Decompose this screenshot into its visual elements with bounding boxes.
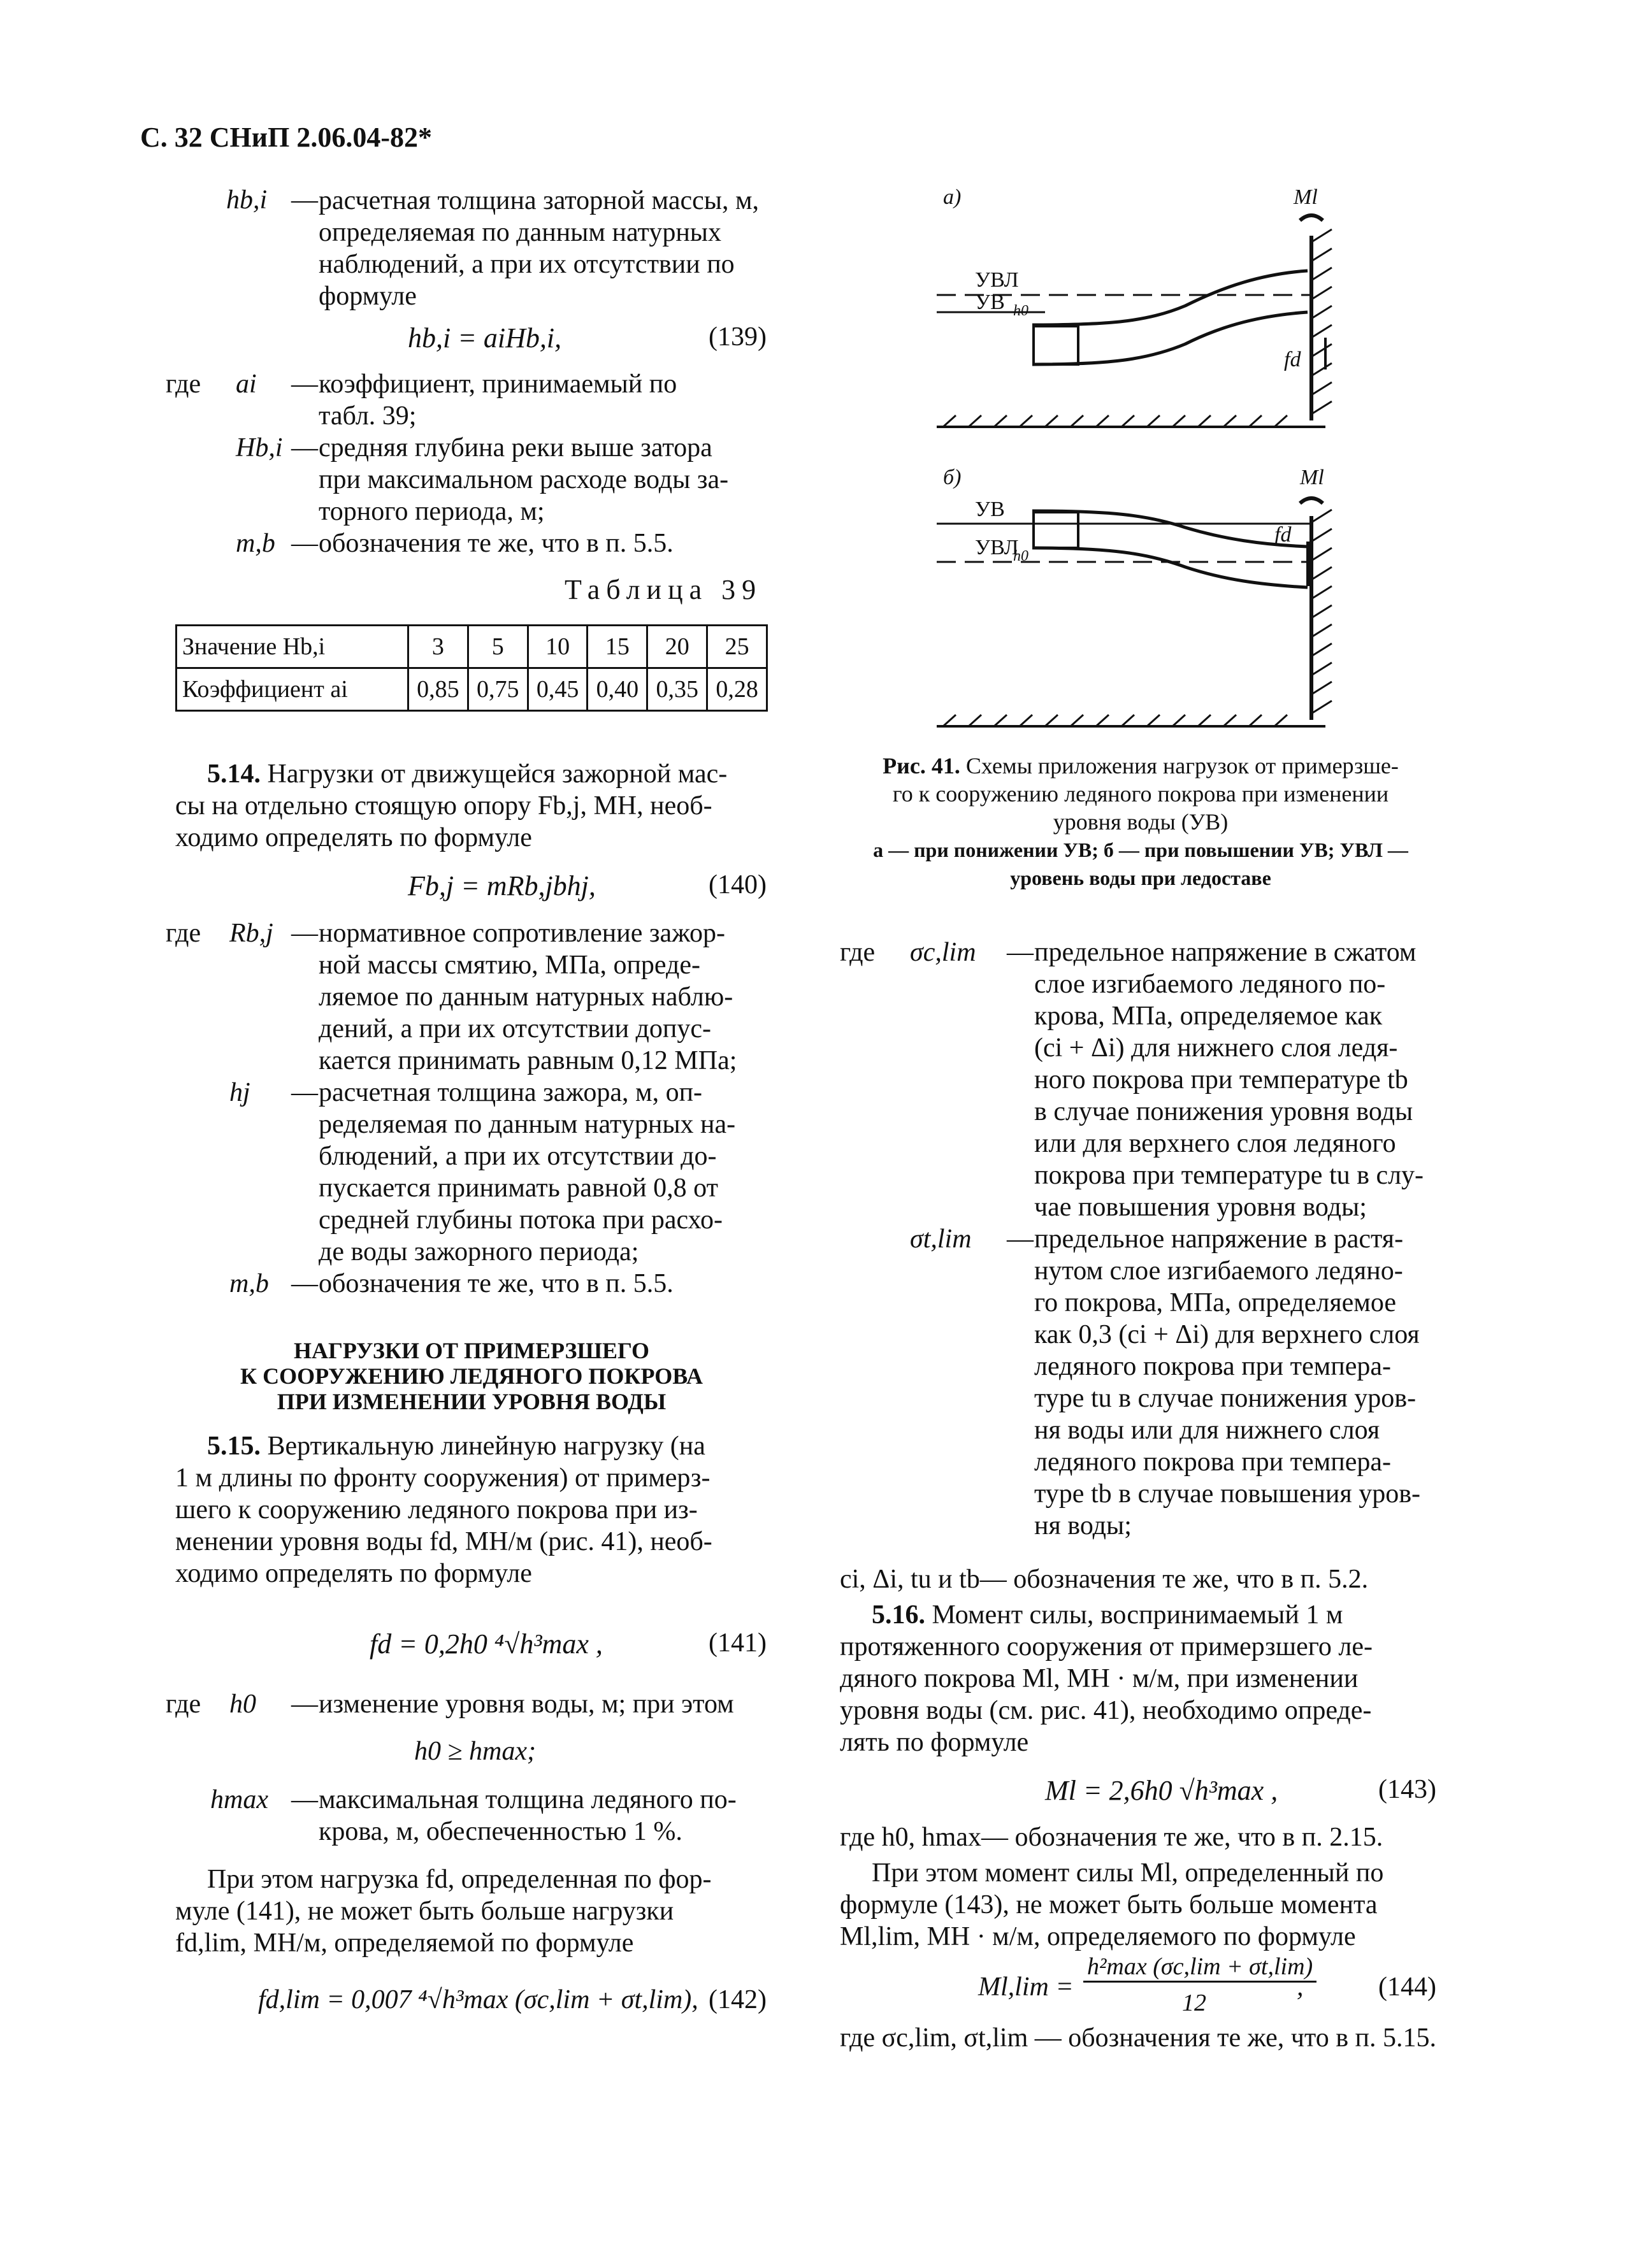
- where-text: [319, 1784, 737, 1848]
- dash: —: [291, 370, 318, 399]
- text-line: формуле: [319, 282, 417, 311]
- text-line: [840, 1889, 1452, 1921]
- table-cell: 0,75: [468, 668, 528, 711]
- text-line: ной массы смятию, МПа, опреде-: [319, 951, 701, 980]
- text-line: [175, 790, 768, 822]
- text-line: [175, 1927, 768, 1959]
- paragraph-text: дяного покрова Ml, МН · м/м, при изменении: [840, 1664, 1359, 1693]
- text-line: коэффициент, принимаемый по: [319, 370, 677, 399]
- figure-uv-b: УВ: [975, 498, 1005, 521]
- paragraph-text: менении уровня воды fd, МН/м (рис. 41), необ-: [175, 1527, 712, 1556]
- text-line: обозначения те же, что в п. 5.5.: [319, 1269, 674, 1298]
- where-143: где h0, hmax— обозначения те же, что в п. 2.15.: [840, 1823, 1383, 1852]
- where-symbol: Rb,j: [229, 919, 273, 948]
- dash: —: [291, 529, 318, 558]
- text-line: дений, а при их отсутствии допус-: [319, 1014, 712, 1044]
- where-lead: где: [166, 1690, 201, 1719]
- caption-subline: уровень воды при ледоставе: [1010, 866, 1271, 889]
- text-line: ределяемая по данным натурных на-: [319, 1110, 736, 1139]
- paragraph-5-16: [840, 1599, 1452, 1758]
- equation-140: Fb,j = mRb,jbhj,: [408, 870, 596, 901]
- where-ci: ci, Δi, tu и tb— обозначения те же, что в п. 5.2.: [840, 1565, 1369, 1594]
- table-cell: 10: [528, 626, 588, 668]
- figure-h0-b: h0: [1013, 548, 1028, 564]
- text-line: в случае понижения уровня воды: [1034, 1097, 1413, 1126]
- figure-h0-a: h0: [1013, 303, 1028, 319]
- where-symbol: hmax: [210, 1785, 268, 1814]
- paragraph-number: 5.16.: [872, 1600, 925, 1630]
- paragraph-text: При этом момент силы Ml, определенный по: [872, 1858, 1384, 1888]
- symbol-hbi: hb,i: [226, 185, 268, 215]
- where-lead: где: [840, 938, 876, 967]
- text-line: обозначения те же, что в п. 5.5.: [319, 529, 674, 558]
- equation-number-142: (142): [709, 1985, 767, 2014]
- equation-number-143: (143): [1378, 1775, 1436, 1804]
- text-line: [175, 1430, 768, 1462]
- table-cell: 0,28: [707, 668, 767, 711]
- text-line: ПРИ ИЗМЕНЕНИИ УРОВНЯ ВОДЫ: [277, 1389, 667, 1414]
- paragraph-text: ходимо определять по формуле: [175, 823, 532, 852]
- text-line: крова, м, обеспеченностью 1 %.: [319, 1817, 682, 1846]
- equation-number-139: (139): [709, 322, 767, 352]
- table-cell: 20: [647, 626, 707, 668]
- paragraph-text: fd,lim, МН/м, определяемой по формуле: [175, 1928, 634, 1958]
- where-symbol: h0: [229, 1690, 256, 1719]
- where-text: [319, 1077, 735, 1268]
- paragraph-number: 5.15.: [207, 1432, 261, 1461]
- text-line: [175, 758, 768, 790]
- text-line: или для верхнего слоя ледяного: [1034, 1129, 1396, 1158]
- where-text: [319, 917, 737, 1077]
- figure-fd-b: fd: [1274, 523, 1292, 547]
- table-title: Таблица 39: [565, 574, 763, 605]
- caption-figure-number: Рис. 41.: [883, 753, 960, 779]
- table-cell: 0,40: [588, 668, 647, 711]
- text-line: ледяного покрова при темпера-: [1034, 1447, 1391, 1477]
- text-line: покрова при температуре tu в слу-: [1034, 1161, 1424, 1190]
- text-line: кается принимать равным 0,12 МПа;: [319, 1046, 737, 1075]
- where-text: [1034, 1223, 1420, 1542]
- text-line: определяемая по данным натурных: [319, 218, 722, 247]
- text-line: [840, 1857, 1452, 1889]
- figure-fd-a: fd: [1284, 348, 1301, 371]
- caption-line: [835, 780, 1446, 808]
- where-symbol: Hb,i: [236, 433, 283, 463]
- text-line: ного покрова при температуре tb: [1034, 1065, 1408, 1095]
- paragraph-text: протяженного сооружения от примерзшего ле-: [840, 1632, 1373, 1662]
- text-line: туре tu в случае понижения уров-: [1034, 1384, 1417, 1413]
- text-line: [175, 822, 768, 854]
- where-text: [319, 528, 674, 559]
- page-header: С. 32 СНиП 2.06.04-82*: [140, 122, 433, 153]
- figure-caption: [835, 752, 1446, 892]
- paragraph-5-16-cont: [840, 1857, 1452, 1953]
- text-line: го покрова, МПа, определяемое: [1034, 1288, 1397, 1317]
- equation-143: Ml = 2,6h0 √h³max ,: [1045, 1775, 1278, 1806]
- equation-144-tail: ,: [1297, 1972, 1304, 2002]
- dash: —: [291, 1269, 318, 1298]
- paragraph-text: лять по формуле: [840, 1728, 1029, 1757]
- table-row: [177, 668, 767, 711]
- paragraph-5-15-cont: [175, 1863, 768, 1959]
- text-line: [840, 1921, 1452, 1953]
- text-line: К СООРУЖЕНИЮ ЛЕДЯНОГО ПОКРОВА: [240, 1363, 703, 1389]
- paragraph-text: Вертикальную линейную нагрузку (на: [267, 1432, 705, 1461]
- where-text: [319, 1688, 734, 1720]
- dash: —: [1007, 1224, 1034, 1254]
- text-line: наблюдений, а при их отсутствии по: [319, 250, 735, 279]
- text-line: [175, 1863, 768, 1895]
- dash: —: [291, 433, 318, 463]
- table-row: [177, 626, 767, 668]
- table-cell: Значение Hb,i: [177, 626, 408, 668]
- caption-text: го к сооружению ледяного покрова при изменении: [892, 781, 1389, 807]
- where-text: [319, 432, 728, 528]
- figure-label-b: б): [943, 466, 962, 489]
- table-cell: 5: [468, 626, 528, 668]
- where-lead: где: [166, 919, 201, 948]
- text-line: [840, 1631, 1452, 1663]
- paragraph-number: 5.14.: [207, 759, 261, 789]
- paragraph-text: формуле (143), не может быть больше момента: [840, 1890, 1378, 1920]
- where-symbol: σt,lim: [910, 1224, 972, 1254]
- figure-label-a: а): [943, 185, 962, 209]
- paragraph-text: Нагрузки от движущейся зажорной мас-: [267, 759, 728, 789]
- figure-uvl-b: УВЛ: [975, 536, 1019, 559]
- text-line: ня воды;: [1034, 1511, 1132, 1540]
- where-symbol: m,b: [236, 529, 275, 558]
- equation-141: fd = 0,2h0 ⁴√h³max ,: [370, 1628, 603, 1660]
- text-line: табл. 39;: [319, 401, 417, 431]
- text-line: [840, 1599, 1452, 1631]
- equation-142: fd,lim = 0,007 ⁴√h³max (σc,lim + σt,lim),: [258, 1985, 698, 2014]
- text-line: торного периода, м;: [319, 497, 545, 526]
- table-cell: 3: [408, 626, 468, 668]
- equation-number-141: (141): [709, 1628, 767, 1658]
- text-line: [175, 1558, 768, 1590]
- text-line: ледяного покрова при темпера-: [1034, 1352, 1391, 1381]
- dash: —: [1007, 938, 1034, 967]
- caption-line: [835, 752, 1446, 780]
- where-symbol: σc,lim: [910, 938, 976, 967]
- text-line: при максимальном расходе воды за-: [319, 465, 729, 494]
- where-144: где σc,lim, σt,lim — обозначения те же, что в п. 5.15.: [840, 2023, 1437, 2053]
- text-line: нормативное сопротивление зажор-: [319, 919, 726, 948]
- text-line: [175, 1462, 768, 1494]
- text-line: нутом слое изгибаемого ледяно-: [1034, 1256, 1403, 1286]
- dash: —: [291, 1690, 318, 1719]
- paragraph-5-15: [175, 1430, 768, 1590]
- where-text: [319, 1268, 674, 1300]
- text-line: [175, 1526, 768, 1558]
- text-line: изменение уровня воды, м; при этом: [319, 1690, 734, 1719]
- dash: —: [291, 1785, 318, 1814]
- text-line: блюдений, а при их отсутствии до-: [319, 1142, 717, 1171]
- text-line: крова, МПа, определяемое как: [1034, 1001, 1383, 1031]
- paragraph-text: муле (141), не может быть больше нагрузки: [175, 1897, 674, 1926]
- figure-uvl-a: УВЛ: [975, 268, 1019, 292]
- text-line: де воды зажорного периода;: [319, 1237, 639, 1267]
- paragraph-text: Ml,lim, МН · м/м, определяемого по формуле: [840, 1922, 1356, 1951]
- text-line: (ci + Δi) для нижнего слоя ледя-: [1034, 1033, 1398, 1063]
- figure-uv-a: УВ: [975, 291, 1005, 314]
- text-line: пускается принимать равной 0,8 от: [319, 1173, 718, 1203]
- equation-144-denominator: 12: [1182, 1990, 1206, 2016]
- text-line: НАГРУЗКИ ОТ ПРИМЕРЗШЕГО: [293, 1338, 650, 1363]
- text-line: предельное напряжение в сжатом: [1034, 938, 1417, 967]
- where-symbol: hj: [229, 1078, 250, 1107]
- table-cell: 25: [707, 626, 767, 668]
- text-line: средней глубины потока при расхо-: [319, 1205, 723, 1235]
- equation-144-lhs: Ml,lim =: [978, 1972, 1074, 2002]
- text-line: слое изгибаемого ледяного по-: [1034, 970, 1386, 999]
- table-cell: 0,35: [647, 668, 707, 711]
- text-line: [840, 1663, 1452, 1695]
- equation-139: hb,i = aiHb,i,: [408, 322, 562, 354]
- paragraph-text: ходимо определять по формуле: [175, 1559, 532, 1588]
- caption-subline: а — при понижении УВ; б — при повышении УВ; УВЛ —: [873, 838, 1408, 861]
- text-line: как 0,3 (ci + Δi) для верхнего слоя: [1034, 1320, 1420, 1349]
- paragraph-text: При этом нагрузка fd, определенная по фор-: [207, 1865, 712, 1894]
- where-symbol: m,b: [229, 1269, 269, 1298]
- table-cell: 15: [588, 626, 647, 668]
- where-symbol: ai: [236, 370, 257, 399]
- equation-number-140: (140): [709, 870, 767, 900]
- paragraph-text: 1 м длины по фронту сооружения) от примерз-: [175, 1463, 710, 1493]
- caption-text: уровня воды (УВ): [1053, 809, 1229, 835]
- where-text: [319, 368, 677, 432]
- text-line: максимальная толщина ледяного по-: [319, 1785, 737, 1814]
- where-lead: где: [166, 370, 201, 399]
- text-line: [840, 1695, 1452, 1726]
- table-39: [175, 624, 768, 712]
- text-line: расчетная толщина заторной массы, м,: [319, 186, 760, 215]
- text-line: [175, 1895, 768, 1927]
- equation-144-numerator: h²max (σc,lim + σt,lim): [1083, 1953, 1316, 1983]
- figure-ml-a: Ml: [1294, 185, 1318, 209]
- text-line: чае повышения уровня воды;: [1034, 1193, 1367, 1222]
- paragraph-text: уровня воды (см. рис. 41), необходимо опреде-: [840, 1696, 1372, 1725]
- table-cell: Коэффициент ai: [177, 668, 408, 711]
- text-line: расчетная толщина зажора, м, оп-: [319, 1078, 703, 1107]
- figure-ml-b: Ml: [1300, 466, 1324, 489]
- condition-141: h0 ≥ hmax;: [414, 1737, 537, 1766]
- dash: —: [291, 919, 318, 948]
- text-line: средняя глубина реки выше затора: [319, 433, 712, 463]
- caption-text: Схемы приложения нагрузок от примерзше-: [965, 753, 1399, 779]
- equation-number-144: (144): [1378, 1972, 1436, 2002]
- section-heading: [175, 1338, 768, 1414]
- paragraph-5-14: [175, 758, 768, 854]
- paragraph-text: сы на отдельно стоящую опору Fb,j, МН, необ-: [175, 791, 712, 821]
- caption-line: [835, 808, 1446, 836]
- table-cell: 0,85: [408, 668, 468, 711]
- definition-hbi: [319, 185, 759, 312]
- paragraph-text: Момент силы, воспринимаемый 1 м: [932, 1600, 1343, 1630]
- text-line: туре tb в случае повышения уров-: [1034, 1479, 1421, 1509]
- dash: —: [291, 1078, 318, 1107]
- text-line: ляемое по данным натурных наблю-: [319, 982, 733, 1012]
- text-line: предельное напряжение в растя-: [1034, 1224, 1404, 1254]
- text-line: [175, 1494, 768, 1526]
- figure-41: [918, 178, 1453, 739]
- where-text: [1034, 937, 1424, 1223]
- table-cell: 0,45: [528, 668, 588, 711]
- text-line: [840, 1726, 1452, 1758]
- paragraph-text: шего к сооружению ледяного покрова при из-: [175, 1495, 698, 1525]
- dash: —: [291, 185, 318, 215]
- text-line: ня воды или для нижнего слоя: [1034, 1416, 1380, 1445]
